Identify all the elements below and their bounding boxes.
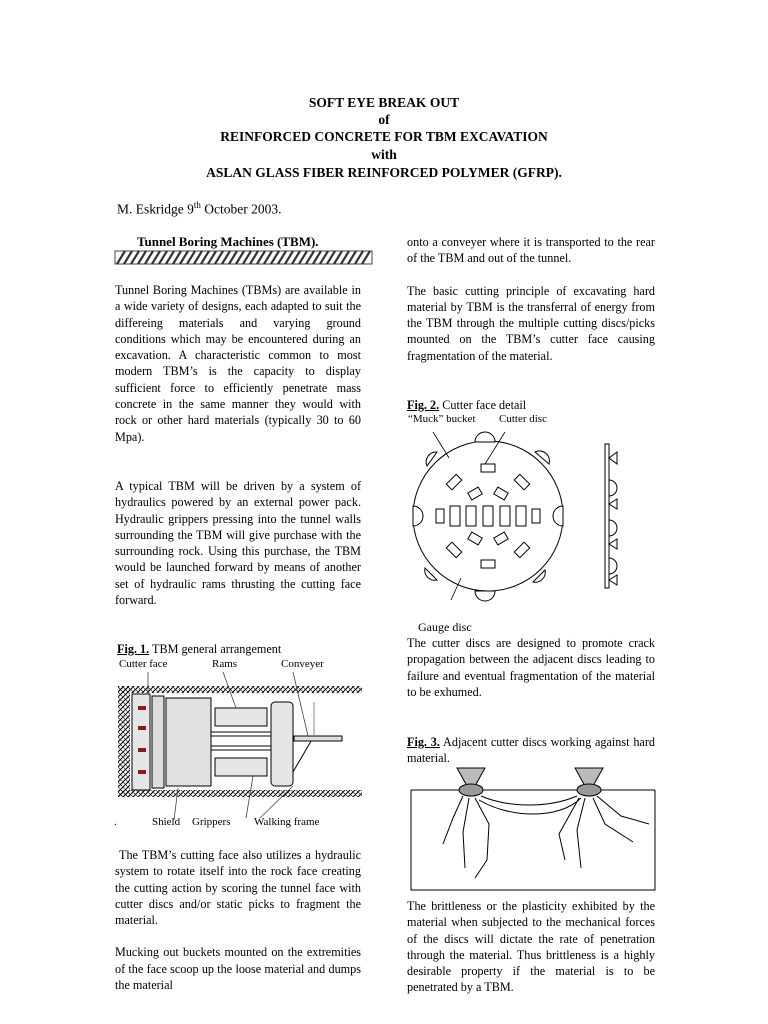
title-line-3: REINFORCED CONCRETE FOR TBM EXCAVATION <box>220 129 548 144</box>
left-paragraph-2: A typical TBM will be driven by a system of hydraulics powered by an external power pack. Hydraulic grippers pressing into the tunnel walls surrounding the TBM will give purchase with the surrounding rock. Using this purchase, the TBM would be launched forward by means of another set of hydraulic rams thrusting the cutting face forward. <box>115 479 361 608</box>
fig2-label-gauge-disc: Gauge disc <box>418 620 472 634</box>
title-line-5: ASLAN GLASS FIBER REINFORCED POLYMER (GFRP). <box>206 165 562 180</box>
right-paragraph-1: onto a conveyer where it is transported to the rear of the TBM and out of the tunnel. <box>407 235 655 266</box>
fig1-label-dot: . <box>114 816 117 828</box>
title-line-4: with <box>371 147 397 162</box>
fig1-label-cutter-face: Cutter face <box>119 658 168 670</box>
title-line-2: of <box>378 112 390 127</box>
fig2-caption <box>407 398 526 413</box>
right-col-top <box>407 234 655 364</box>
fig2-number: Fig. 2. <box>407 398 440 412</box>
left-paragraph-4: Mucking out buckets mounted on the extremities of the face scoop up the loose material and dumps the material <box>115 945 361 993</box>
fig3-caption <box>407 734 655 767</box>
right-paragraph-3: The cutter discs are designed to promote crack propagation between the adjacent discs leading to failure and eventual fragmentation of the material to be exhumed. <box>407 636 655 699</box>
left-col-top <box>115 282 361 445</box>
fig2-label-muck-bucket: “Muck” bucket <box>408 413 476 425</box>
fig2-caption-text: Cutter face detail <box>439 398 527 412</box>
fig1-caption-text: TBM general arrangement <box>149 642 282 656</box>
date-suffix: th <box>193 200 201 210</box>
rope-divider <box>115 250 372 266</box>
fig1-label-rams: Rams <box>212 658 238 670</box>
fig1-tbm-diagram <box>118 672 364 812</box>
section-heading: Tunnel Boring Machines (TBM). <box>137 234 319 249</box>
fig1-label-walking-frame: Walking frame <box>254 816 320 828</box>
right-col-bottom <box>407 898 655 996</box>
left-paragraph-3: The TBM’s cutting face also utilizes a hydraulic system to rotate itself into the rock face creating the cutting action by scoring the tunnel face with cutter discs and/or static picks to fragment the material. <box>115 848 361 928</box>
fig3-crack-diagram <box>409 768 657 892</box>
author-name: M. Eskridge 9 <box>117 201 194 217</box>
fig1-number: Fig. 1. <box>117 642 150 656</box>
fig1-caption <box>117 642 281 657</box>
left-paragraph-1: Tunnel Boring Machines (TBMs) are available in a wide variety of designs, each adapted to suit the differeing materials and varying ground conditions which may be encountered during an excavation. A characteristic common to most modern TBM’s is the capacity to display sufficient force to efficiently penetrate mass concrete in the same manner they would with rock or other hard materials (typically 30 to 60 Mpa). <box>115 283 361 444</box>
fig2-cutter-face-diagram <box>405 428 660 608</box>
fig3-caption-text: Adjacent cutter discs working against hard material. <box>407 735 655 766</box>
title-line-1: SOFT EYE BREAK OUT <box>308 95 460 110</box>
left-col-lower <box>115 847 361 993</box>
fig1-label-grippers: Grippers <box>192 816 231 828</box>
fig1-label-conveyer: Conveyer <box>281 658 324 670</box>
author-date-rest: October 2003. <box>200 201 282 217</box>
fig1-label-shield: Shield <box>152 816 181 828</box>
author-date <box>117 200 282 218</box>
right-col-mid <box>407 635 655 700</box>
right-paragraph-4: The brittleness or the plasticity exhibited by the material when subjected to the mechanical forces of the discs will dictate the rate of penetration through the material. Thus brittleness is a highly desirable property if the material is to be penetrated by a TBM. <box>407 899 655 995</box>
right-paragraph-2: The basic cutting principle of excavating hard material by TBM is the transferral of energy from the TBM through the multiple cutting discs/picks mounted on the TBM’s cutter face causing fragmentation of the material. <box>407 283 655 363</box>
fig3-number: Fig. 3. <box>407 735 440 749</box>
fig2-label-cutter-disc: Cutter disc <box>499 413 547 425</box>
left-col-mid <box>115 478 361 608</box>
